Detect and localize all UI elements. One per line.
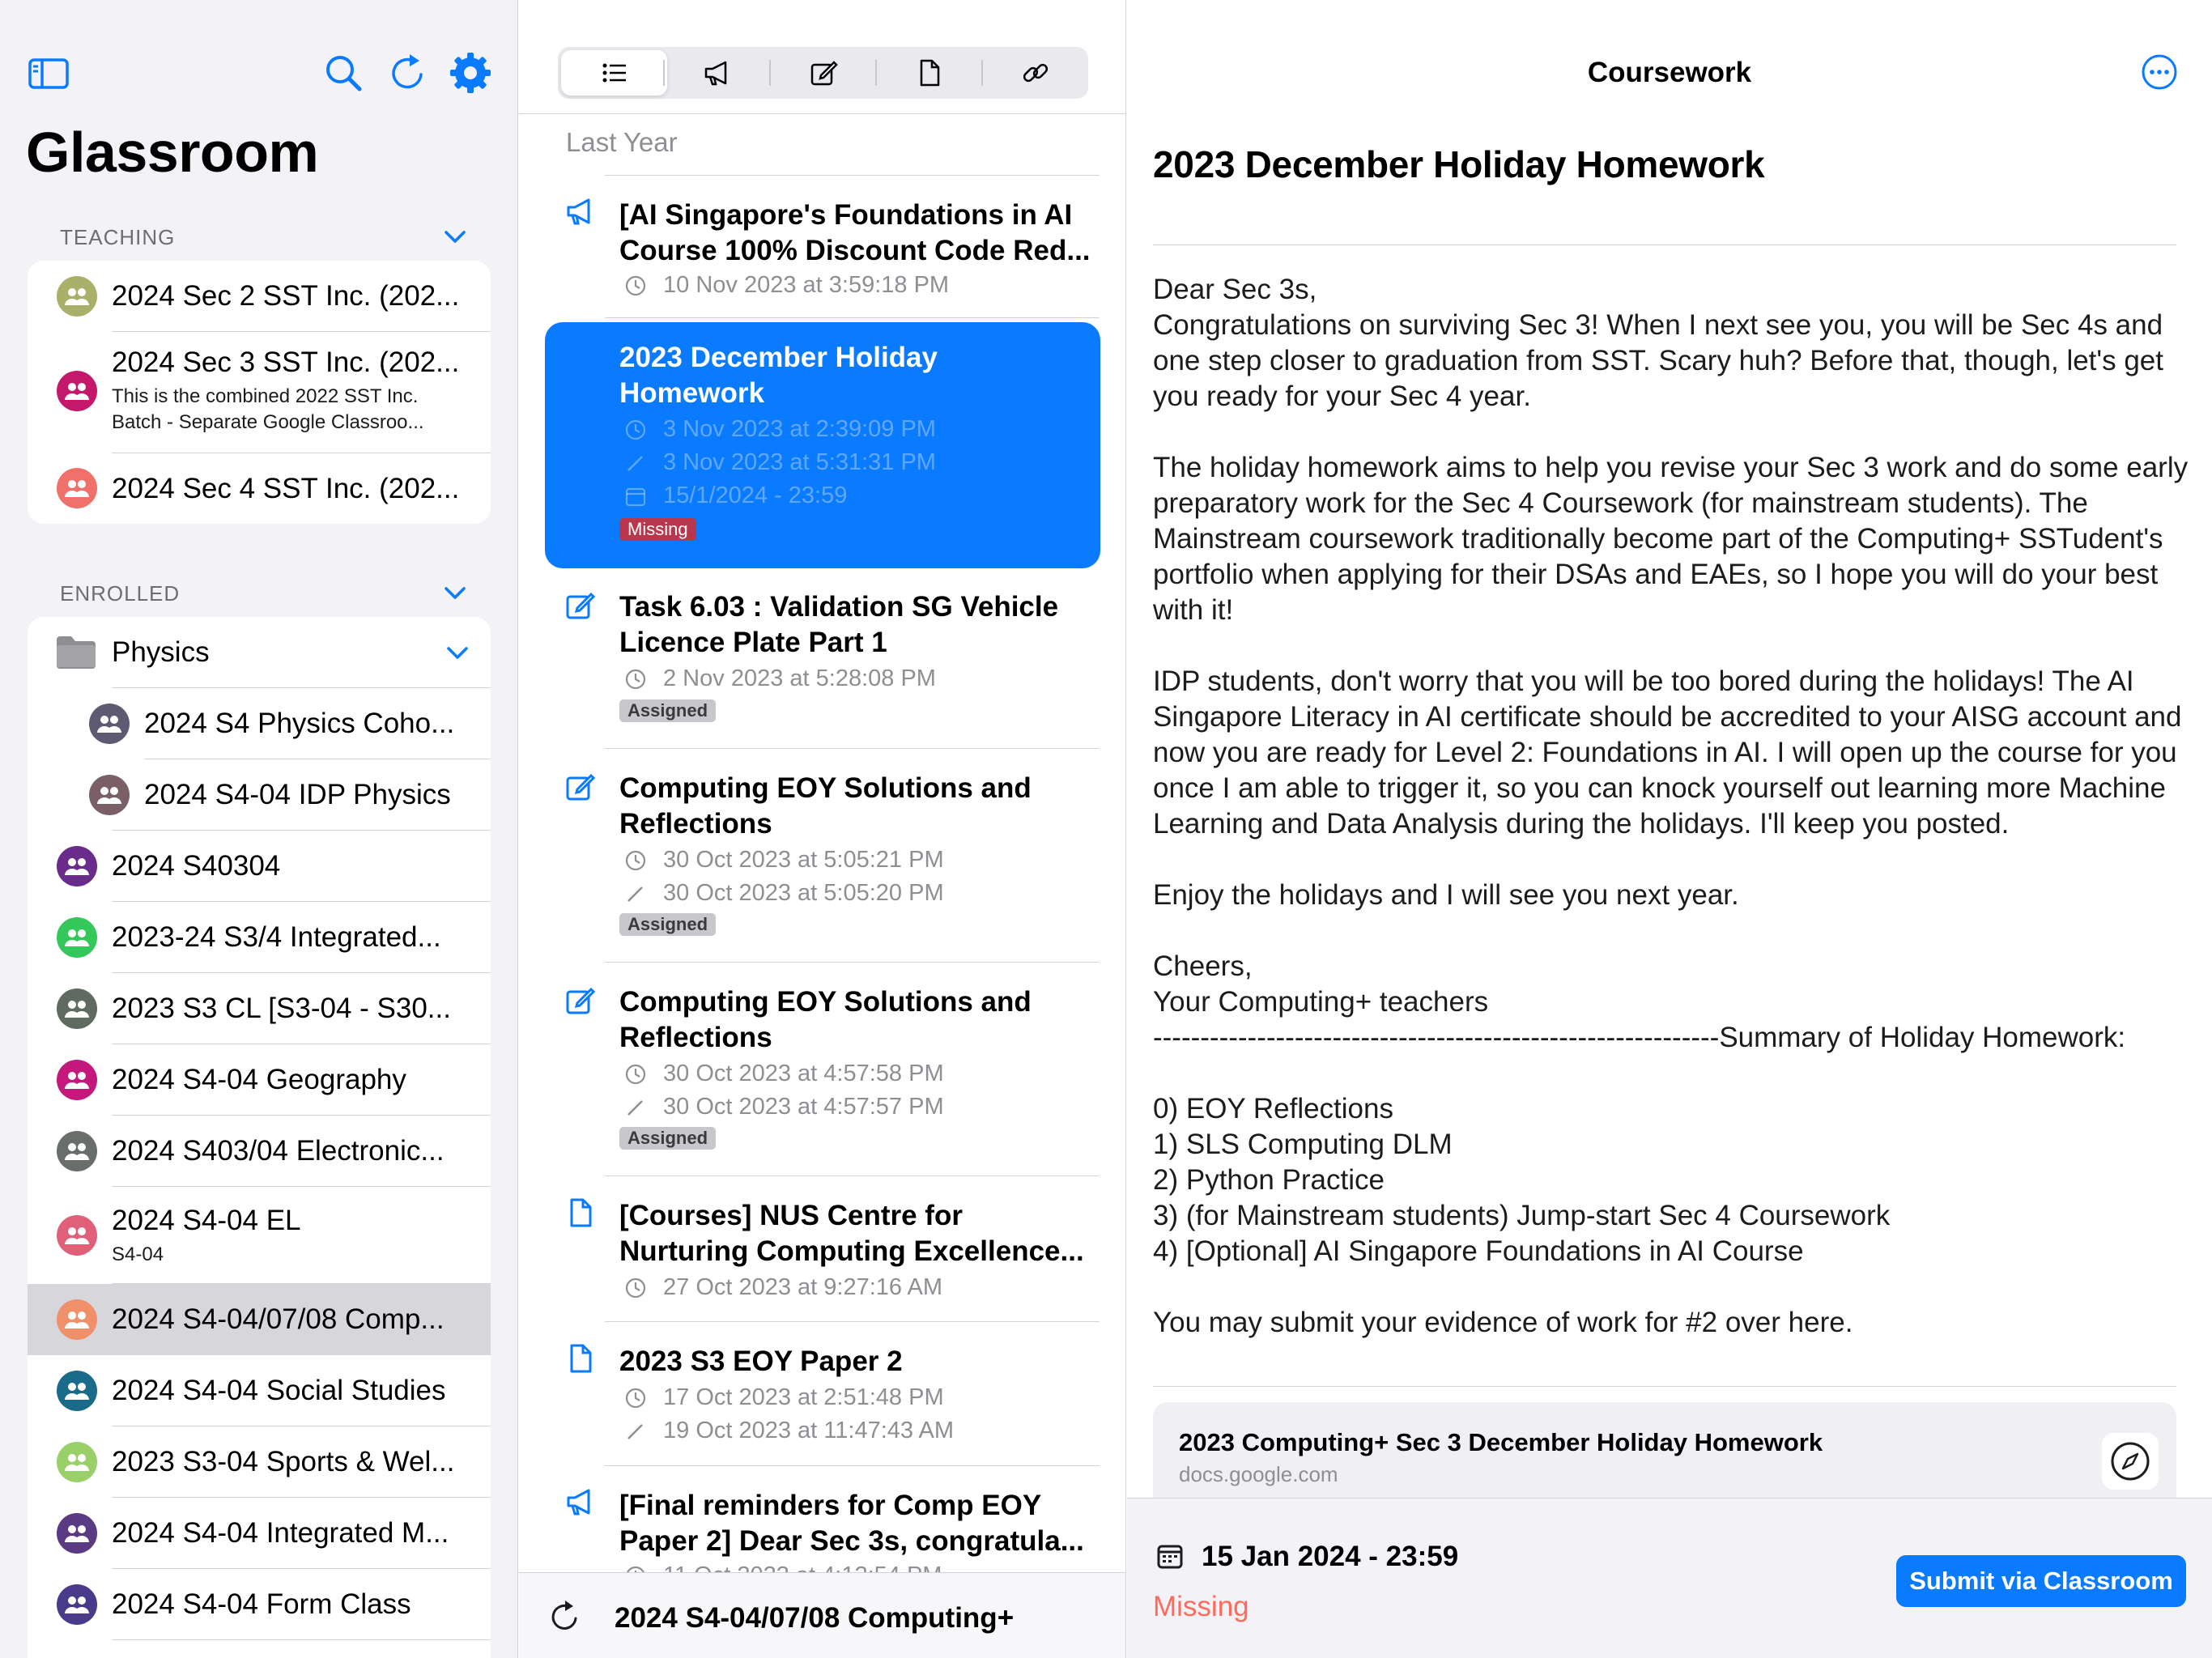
stream-item-announcement[interactable] xyxy=(519,188,1126,309)
created-text: 2 Nov 2023 at 5:28:08 PM xyxy=(663,665,936,691)
sidebar-item-folder-child[interactable] xyxy=(28,759,491,831)
attachment-domain: docs.google.com xyxy=(1179,1462,1338,1486)
class-footer xyxy=(519,1572,1126,1658)
due-text: 15/1/2024 - 23:59 xyxy=(663,483,848,508)
people-icon xyxy=(63,998,91,1019)
sidebar-item-enrolled[interactable] xyxy=(28,1355,491,1426)
stream-item-title: 2023 December Holiday Homework xyxy=(619,342,938,409)
tab-assignments[interactable] xyxy=(770,47,876,99)
class-avatar xyxy=(57,846,97,886)
edited-text: 30 Oct 2023 at 5:05:20 PM xyxy=(663,880,944,906)
class-avatar xyxy=(57,917,97,958)
stream-item-material[interactable] xyxy=(519,1188,1126,1318)
tab-all[interactable] xyxy=(561,50,667,96)
gear-icon[interactable] xyxy=(448,50,493,96)
class-avatar xyxy=(57,468,97,508)
link-icon xyxy=(1020,57,1051,88)
submission-status: Missing xyxy=(1153,1591,1249,1622)
people-icon xyxy=(63,856,91,877)
created-text: 3 Nov 2023 at 2:39:09 PM xyxy=(663,416,936,442)
detail-pane xyxy=(1127,0,2212,1658)
sidebar-item-teaching[interactable] xyxy=(28,261,491,332)
sidebar-item-enrolled[interactable] xyxy=(28,1116,491,1187)
class-avatar xyxy=(57,1442,97,1482)
sidebar-item-label: 2024 S4-04 Social Studies xyxy=(112,1375,446,1406)
status-badge: Assigned xyxy=(619,913,716,936)
people-icon xyxy=(63,1523,91,1544)
edited-text: 19 Oct 2023 at 11:47:43 AM xyxy=(663,1418,954,1443)
pencil-icon xyxy=(624,1096,647,1119)
class-name: 2024 S4-04/07/08 Computing+ xyxy=(615,1602,1015,1634)
people-icon xyxy=(63,1309,91,1330)
enrolled-header: ENROLLED xyxy=(60,581,181,606)
created-text: 27 Oct 2023 at 9:27:16 AM xyxy=(663,1274,943,1300)
sidebar-item-folder-child[interactable] xyxy=(28,688,491,759)
class-avatar xyxy=(57,1060,97,1100)
sidebar-item-enrolled[interactable] xyxy=(28,973,491,1044)
stream-item-title: Computing EOY Solutions and Reflections xyxy=(619,772,1032,840)
sidebar-item-enrolled[interactable] xyxy=(28,1044,491,1116)
created-date xyxy=(624,272,949,299)
pencil-icon xyxy=(624,452,647,474)
assignment-icon xyxy=(564,771,597,803)
status-badge: Assigned xyxy=(619,699,716,722)
teaching-header: TEACHING xyxy=(60,225,176,249)
class-avatar xyxy=(57,276,97,317)
edited-date xyxy=(624,880,944,907)
sidebar-item-label: 2023 S3-04 Sports & Wel... xyxy=(112,1446,455,1477)
created-date xyxy=(624,1274,942,1301)
chevron-down-icon[interactable] xyxy=(444,640,471,667)
clock-icon xyxy=(624,1063,647,1086)
stream-item-announcement[interactable] xyxy=(519,1478,1126,1575)
created-date xyxy=(624,1384,944,1411)
nav-title: Coursework xyxy=(1587,57,1752,88)
people-icon xyxy=(63,478,91,499)
calendar-icon xyxy=(1156,1542,1184,1570)
filter-segmented-control xyxy=(558,47,1088,99)
pencil-icon xyxy=(624,882,647,905)
created-text: 10 Nov 2023 at 3:59:18 PM xyxy=(663,272,950,298)
refresh-icon[interactable] xyxy=(385,50,431,96)
sidebar-item-label: 2024 S4-04 Form Class xyxy=(112,1588,411,1620)
enrolled-chevron-icon[interactable] xyxy=(441,580,469,607)
sidebar-item-teaching[interactable] xyxy=(28,332,491,453)
material-icon xyxy=(914,57,945,88)
people-icon xyxy=(63,1069,91,1090)
edited-text: 30 Oct 2023 at 4:57:57 PM xyxy=(663,1094,944,1120)
people-icon xyxy=(63,1380,91,1401)
class-avatar xyxy=(57,1299,97,1340)
refresh-icon[interactable] xyxy=(545,1597,584,1636)
sidebar-item-label: 2024 S4-04 IDP Physics xyxy=(144,779,451,810)
stream-item-assignment[interactable] xyxy=(519,761,1126,947)
clock-icon xyxy=(624,668,647,691)
assignment-icon xyxy=(564,984,597,1017)
calendar-icon xyxy=(624,485,647,508)
sidebar-item-enrolled[interactable] xyxy=(28,1426,491,1498)
assignment-title: 2023 December Holiday Homework xyxy=(1153,143,1765,185)
material-icon xyxy=(564,1342,597,1375)
sidebar-item-subtitle: This is the combined 2022 SST Inc. Batch - Separate Google Classroo... xyxy=(112,385,424,433)
sidebar-item-enrolled[interactable] xyxy=(28,1569,491,1640)
people-icon xyxy=(96,713,123,734)
people-icon xyxy=(63,286,91,307)
class-avatar xyxy=(57,1131,97,1171)
people-icon xyxy=(63,1141,91,1162)
stream-item-title: [Courses] NUS Centre for Nurturing Computing Excellence... xyxy=(619,1200,1084,1267)
stream-item-assignment-selected[interactable] xyxy=(519,322,1126,568)
due-date xyxy=(624,483,847,509)
coursework-list xyxy=(519,0,1126,1658)
tab-announcements[interactable] xyxy=(664,47,770,99)
edited-date xyxy=(624,449,936,476)
people-icon xyxy=(96,784,123,806)
sidebar-item-label: 2024 S4 Physics Coho... xyxy=(144,708,455,739)
class-avatar xyxy=(57,1371,97,1411)
edited-date xyxy=(624,1094,944,1120)
people-icon xyxy=(63,380,91,402)
sidebar-item-label: 2024 S403/04 Electronic... xyxy=(112,1135,445,1167)
compass-icon xyxy=(2108,1439,2152,1483)
created-date xyxy=(624,847,944,874)
created-text: 30 Oct 2023 at 4:57:58 PM xyxy=(663,1061,944,1086)
list-section-header: Last Year xyxy=(566,127,678,157)
tab-links[interactable] xyxy=(982,47,1088,99)
assignment-icon xyxy=(564,342,597,374)
class-avatar xyxy=(57,988,97,1029)
stream-item-assignment[interactable] xyxy=(519,580,1126,742)
sidebar xyxy=(0,0,518,1658)
people-icon xyxy=(63,1452,91,1473)
status-badge: Assigned xyxy=(619,1127,716,1150)
clock-icon xyxy=(624,1387,647,1409)
sidebar-item-enrolled[interactable] xyxy=(28,831,491,902)
sidebar-item-label: 2024 Sec 4 SST Inc. (202... xyxy=(112,473,460,504)
class-avatar xyxy=(89,775,130,815)
tab-materials[interactable] xyxy=(876,47,982,99)
sidebar-item-enrolled-selected[interactable] xyxy=(28,1284,491,1355)
class-avatar xyxy=(57,1215,97,1256)
class-avatar xyxy=(57,371,97,411)
clock-icon xyxy=(624,419,647,441)
assignment-icon xyxy=(808,57,839,88)
stream-item-title: [Final reminders for Comp EOY Paper 2] Dear Sec 3s, congratula... xyxy=(619,1490,1084,1557)
clock-icon xyxy=(624,274,647,297)
assignment-description: Dear Sec 3s, Congratulations on surviving Sec 3! When I next see you, you will be Sec 4s and one step closer to graduation from SST. Scary huh? Before that, though, let's get you ready for your Sec 4 year. The holiday homework aims to help you revise your Sec 3 work and do some early preparatory work for the Sec 4 Coursework (for mainstream students). The Mainstream coursework traditionally become part of the Computing+ SSTudent's portfolio when applying for their DSAs and EAEs, so I hope you will do your best with it! IDP students, don't worry that you will be too bored during the holidays! The AI Singapore Literacy in AI certificate should be accredited to your AISG account and now you are ready for Level 2: Foundations in AI. I will open up the course for you once I am able to trigger it, so you can knock yourself out learning more Machine Learning and Data Analysis during the holidays. I'll keep you posted. Enjoy the holidays and I will see you next year. Cheers, Your Computing+ teachers ------------------------------------------------------------Summary of Holiday Homework: 0) EOY Reflections 1) SLS Computing DLM 2) Python Practice 3) (for Mainstream students) Jump-start Sec 4 Coursework 4) [Optional] AI Singapore Foundations in AI Course You may submit your evidence of work for #2 over here. xyxy=(1153,274,2189,1338)
class-avatar xyxy=(57,1584,97,1625)
sidebar-item-label: 2024 S4-04 Geography xyxy=(112,1064,406,1095)
edited-date xyxy=(624,1418,954,1444)
people-icon xyxy=(63,1594,91,1615)
pencil-icon xyxy=(624,1420,647,1443)
stream-item-title: Computing EOY Solutions and Reflections xyxy=(619,986,1032,1053)
sidebar-item-enrolled[interactable] xyxy=(28,1187,491,1284)
sidebar-item-label: 2024 S4-04/07/08 Comp... xyxy=(112,1303,445,1335)
sidebar-item-label: 2023-24 S3/4 Integrated... xyxy=(112,921,441,953)
submit-via-classroom-button[interactable]: Submit via Classroom xyxy=(1896,1555,2186,1607)
sidebar-item-subtitle: S4-04 xyxy=(112,1244,164,1265)
enrolled-group xyxy=(28,617,491,1658)
class-avatar xyxy=(89,704,130,744)
status-badge: Missing xyxy=(619,518,696,541)
edited-text: 3 Nov 2023 at 5:31:31 PM xyxy=(663,449,936,475)
sidebar-item-label: 2024 Sec 3 SST Inc. (202... xyxy=(112,346,460,378)
stream-item-title: 2023 S3 EOY Paper 2 xyxy=(619,1346,903,1377)
sidebar-folder-physics[interactable] xyxy=(28,617,491,688)
folder-icon xyxy=(55,635,97,669)
sidebar-item-label: 2024 S4-04 Integrated M... xyxy=(112,1517,449,1549)
sidebar-item-enrolled[interactable] xyxy=(28,1498,491,1569)
sidebar-item-label: 2024 Sec 2 SST Inc. (202... xyxy=(112,280,460,312)
clock-icon xyxy=(624,1277,647,1299)
stream-item-title: [AI Singapore's Foundations in AI Course 100% Discount Code Red... xyxy=(619,199,1091,266)
sidebar-item-enrolled[interactable] xyxy=(28,902,491,973)
announcement-icon xyxy=(564,1486,597,1519)
stream-item-title: Task 6.03 : Validation SG Vehicle Licence Plate Part 1 xyxy=(619,591,1059,658)
list-icon xyxy=(599,57,630,88)
people-icon xyxy=(63,1225,91,1246)
stream-item-material[interactable] xyxy=(519,1334,1126,1464)
sidebar-item-teaching[interactable] xyxy=(28,453,491,524)
created-date xyxy=(624,416,936,443)
teaching-chevron-icon[interactable] xyxy=(441,223,469,251)
created-date xyxy=(624,1061,944,1087)
search-icon[interactable] xyxy=(321,50,366,96)
more-options-icon[interactable] xyxy=(2141,53,2178,91)
sidebar-item-label: 2024 S40304 xyxy=(112,850,281,882)
sidebar-item-label: Physics xyxy=(112,636,210,668)
sidebar-item-label: 2023 S3 CL [S3-04 - S30... xyxy=(112,993,451,1024)
announcement-icon xyxy=(702,57,733,88)
open-in-safari-button[interactable] xyxy=(2102,1433,2159,1490)
teaching-group xyxy=(28,261,491,524)
attachment-title: 2023 Computing+ Sec 3 December Holiday Homework xyxy=(1179,1428,1823,1456)
sidebar-toggle-icon[interactable] xyxy=(26,50,71,96)
class-avatar xyxy=(57,1513,97,1554)
submission-footer xyxy=(1127,1498,2212,1658)
created-date xyxy=(624,665,936,692)
people-icon xyxy=(63,927,91,948)
announcement-icon xyxy=(564,196,597,228)
created-text: 30 Oct 2023 at 5:05:21 PM xyxy=(663,847,944,873)
stream-item-assignment[interactable] xyxy=(519,975,1126,1161)
assignment-icon xyxy=(564,589,597,622)
created-text: 17 Oct 2023 at 2:51:48 PM xyxy=(663,1384,944,1410)
material-icon xyxy=(564,1197,597,1229)
due-date: 15 Jan 2024 - 23:59 xyxy=(1202,1541,1459,1572)
clock-icon xyxy=(624,849,647,872)
sidebar-item-label: 2024 S4-04 EL xyxy=(112,1205,301,1236)
sidebar-title: Glassroom xyxy=(26,121,319,184)
